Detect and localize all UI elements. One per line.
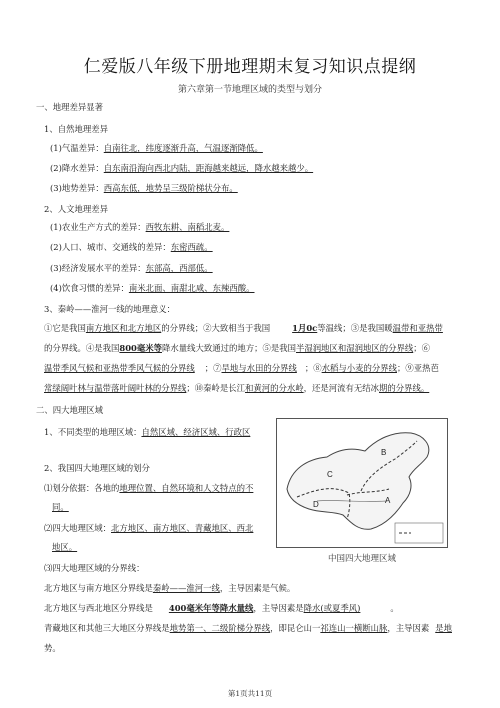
text-segment: ，主导因素是: [253, 603, 304, 613]
item-answer: 自东南沿海向西北内陆，距海越来越远，降水越来越少。: [103, 163, 314, 173]
china-outline: [287, 433, 429, 530]
text-answer: 温带和亚热带: [392, 323, 443, 333]
item-label: (3)地势差异：: [50, 183, 104, 193]
text-answer: 降水(或夏季风): [303, 603, 361, 613]
map-label-a: A: [385, 496, 391, 505]
qinling-line-4: [44, 382, 429, 394]
qinling-line-1: [44, 322, 443, 334]
qinling-line-2: [44, 342, 430, 354]
text-segment: 北方地区与西北地区分界线是: [44, 603, 153, 613]
item-answer: 自然区域、经济区域、行政区: [141, 427, 251, 437]
item-answer: 自南往北，纬度逐渐升高，气温逐渐降低。: [103, 143, 263, 153]
text-answer: 祁连山一横断山脉: [320, 623, 388, 633]
item-label: (2)人口、城市、交通线的差异：: [50, 242, 171, 252]
text-segment: ；⑦: [204, 363, 222, 373]
text-segment: ，还是河流有无结冰: [303, 383, 379, 393]
item-label: (1)气温差异：: [50, 143, 104, 153]
subheading-natural: 1、自然地理差异: [44, 124, 108, 134]
text-segment: ；⑩秦岭是长江: [186, 383, 245, 393]
text-segment: ，主导因素是气候。: [219, 583, 296, 593]
item-label: (1)农业生产方式的差异：: [50, 222, 146, 232]
qinling-line-3: [44, 362, 439, 374]
text-answer: 地理位置、自然环境和人文特点的不: [119, 483, 254, 493]
boundary-qingzang-line-1: [44, 622, 452, 634]
map-caption: 中国四大地理区域: [327, 554, 396, 564]
item-answer: 东密西疏。: [170, 242, 213, 252]
map-label-b: B: [381, 448, 387, 457]
subheading-qinling: 3、秦岭——淮河一线的地理意义：: [44, 304, 175, 314]
page-number: 第1页共11页: [227, 689, 273, 698]
item-answer: 西高东低，地势呈三级阶梯状分布。: [103, 183, 238, 193]
text-segment: 的分界线。④是我国: [44, 343, 120, 353]
text-answer: 和黄河的分水岭: [245, 383, 304, 393]
item-diet: [50, 282, 255, 294]
text-segment: 北方地区与南方地区分界线是: [44, 583, 153, 593]
item-economy: [50, 262, 213, 274]
boundaries-label: ⑶四大地理区域的分界线：: [44, 563, 145, 573]
text-segment: ⑵四大地理区域：: [44, 523, 111, 533]
subheading-division: 2、我国四大地理区域的划分: [44, 463, 150, 473]
text-answer: 半湿润地区和湿润地区的分界线: [295, 343, 414, 353]
item-region-types: [44, 426, 250, 438]
text-answer: 南方地区和北方地区: [85, 323, 162, 333]
boundary-qingzang-line-2: 势。: [44, 643, 61, 653]
text-segment: 。: [390, 603, 399, 613]
item-label: 1、不同类型的地理区域：: [44, 427, 142, 437]
text-answer: 北方地区、南方地区、青藏地区、西北: [111, 523, 254, 533]
text-answer: 同。: [52, 502, 69, 512]
item-answer: 西牧东耕、南稻北麦。: [145, 222, 230, 232]
text-answer: 水稻与小麦的分界线: [321, 363, 397, 373]
text-segment: 的分界线；②大致相当于我国: [161, 323, 271, 333]
item-label: (3)经济发展水平的差异：: [50, 263, 146, 273]
text-answer: 1月0c: [292, 323, 318, 333]
chapter-subtitle: 第六章第一节地理区域的类型与划分: [177, 85, 322, 95]
item-temperature: [50, 142, 263, 154]
item-label: (4)饮食习惯的差异：: [50, 283, 129, 293]
item-answer: 东部高，西部低。: [145, 263, 213, 273]
document-title: 仁爱版八年级下册地理期末复习知识点提纲: [83, 57, 417, 77]
subheading-human: 2、人文地理差异: [44, 204, 108, 214]
text-segment: ，即昆仑山一: [270, 623, 321, 633]
item-agriculture: [50, 221, 229, 233]
text-segment: 等温线；③是我国暖: [317, 323, 393, 333]
four-regions-line-1: [44, 522, 253, 534]
text-answer: 地势第一、二级阶梯分界线: [169, 623, 271, 633]
map-drawing: [277, 419, 447, 547]
item-terrain: [50, 182, 238, 194]
item-label: (2)降水差异：: [50, 163, 104, 173]
text-answer: 是地: [435, 623, 452, 633]
item-population: [50, 241, 213, 253]
item-rainfall: [50, 162, 313, 174]
text-answer: 温带季风气候和亚热带季风气候的分界线: [44, 363, 195, 373]
text-answer: 期的分界线。: [379, 383, 430, 393]
boundary-north-south: [44, 582, 295, 594]
division-basis-line-2: [52, 501, 69, 513]
section-heading-1: 一、地理差异显著: [36, 102, 103, 112]
text-segment: ，主导因素: [387, 623, 430, 633]
four-regions-line-2: [52, 541, 77, 553]
text-segment: 降水量线大致通过的地方；⑤是我国: [161, 343, 296, 353]
text-segment: ；⑨亚热芭: [397, 363, 439, 373]
boundary-north-northwest: [44, 602, 399, 614]
division-basis-line-1: [44, 482, 253, 494]
text-answer: 秦岭——淮河一线: [152, 583, 220, 593]
text-answer: 常绿阔叶林与温带落叶阔叶林的分界线: [44, 383, 187, 393]
text-segment: ；⑧: [304, 363, 322, 373]
text-answer: 旱地与水田的分界线: [221, 363, 297, 373]
section-heading-2: 二、四大地理区域: [36, 405, 103, 415]
text-answer: 地区。: [52, 542, 78, 552]
text-answer: 400毫米年等降水量线: [168, 603, 254, 613]
text-segment: 青藏地区和其他三大地区分界线是: [44, 623, 170, 633]
map-label-c: C: [327, 470, 333, 479]
map-label-d: D: [313, 500, 319, 509]
text-segment: ⑴划分依据：各地的: [44, 483, 120, 493]
text-segment: ①它是我国: [44, 323, 86, 333]
china-regions-map: [276, 418, 448, 548]
map-legend-box: [395, 523, 443, 543]
text-answer: 800毫米等: [119, 343, 162, 353]
item-answer: 南米北面、南甜北咸、东辣西酸。: [128, 283, 255, 293]
text-segment: ；⑥: [413, 343, 430, 353]
